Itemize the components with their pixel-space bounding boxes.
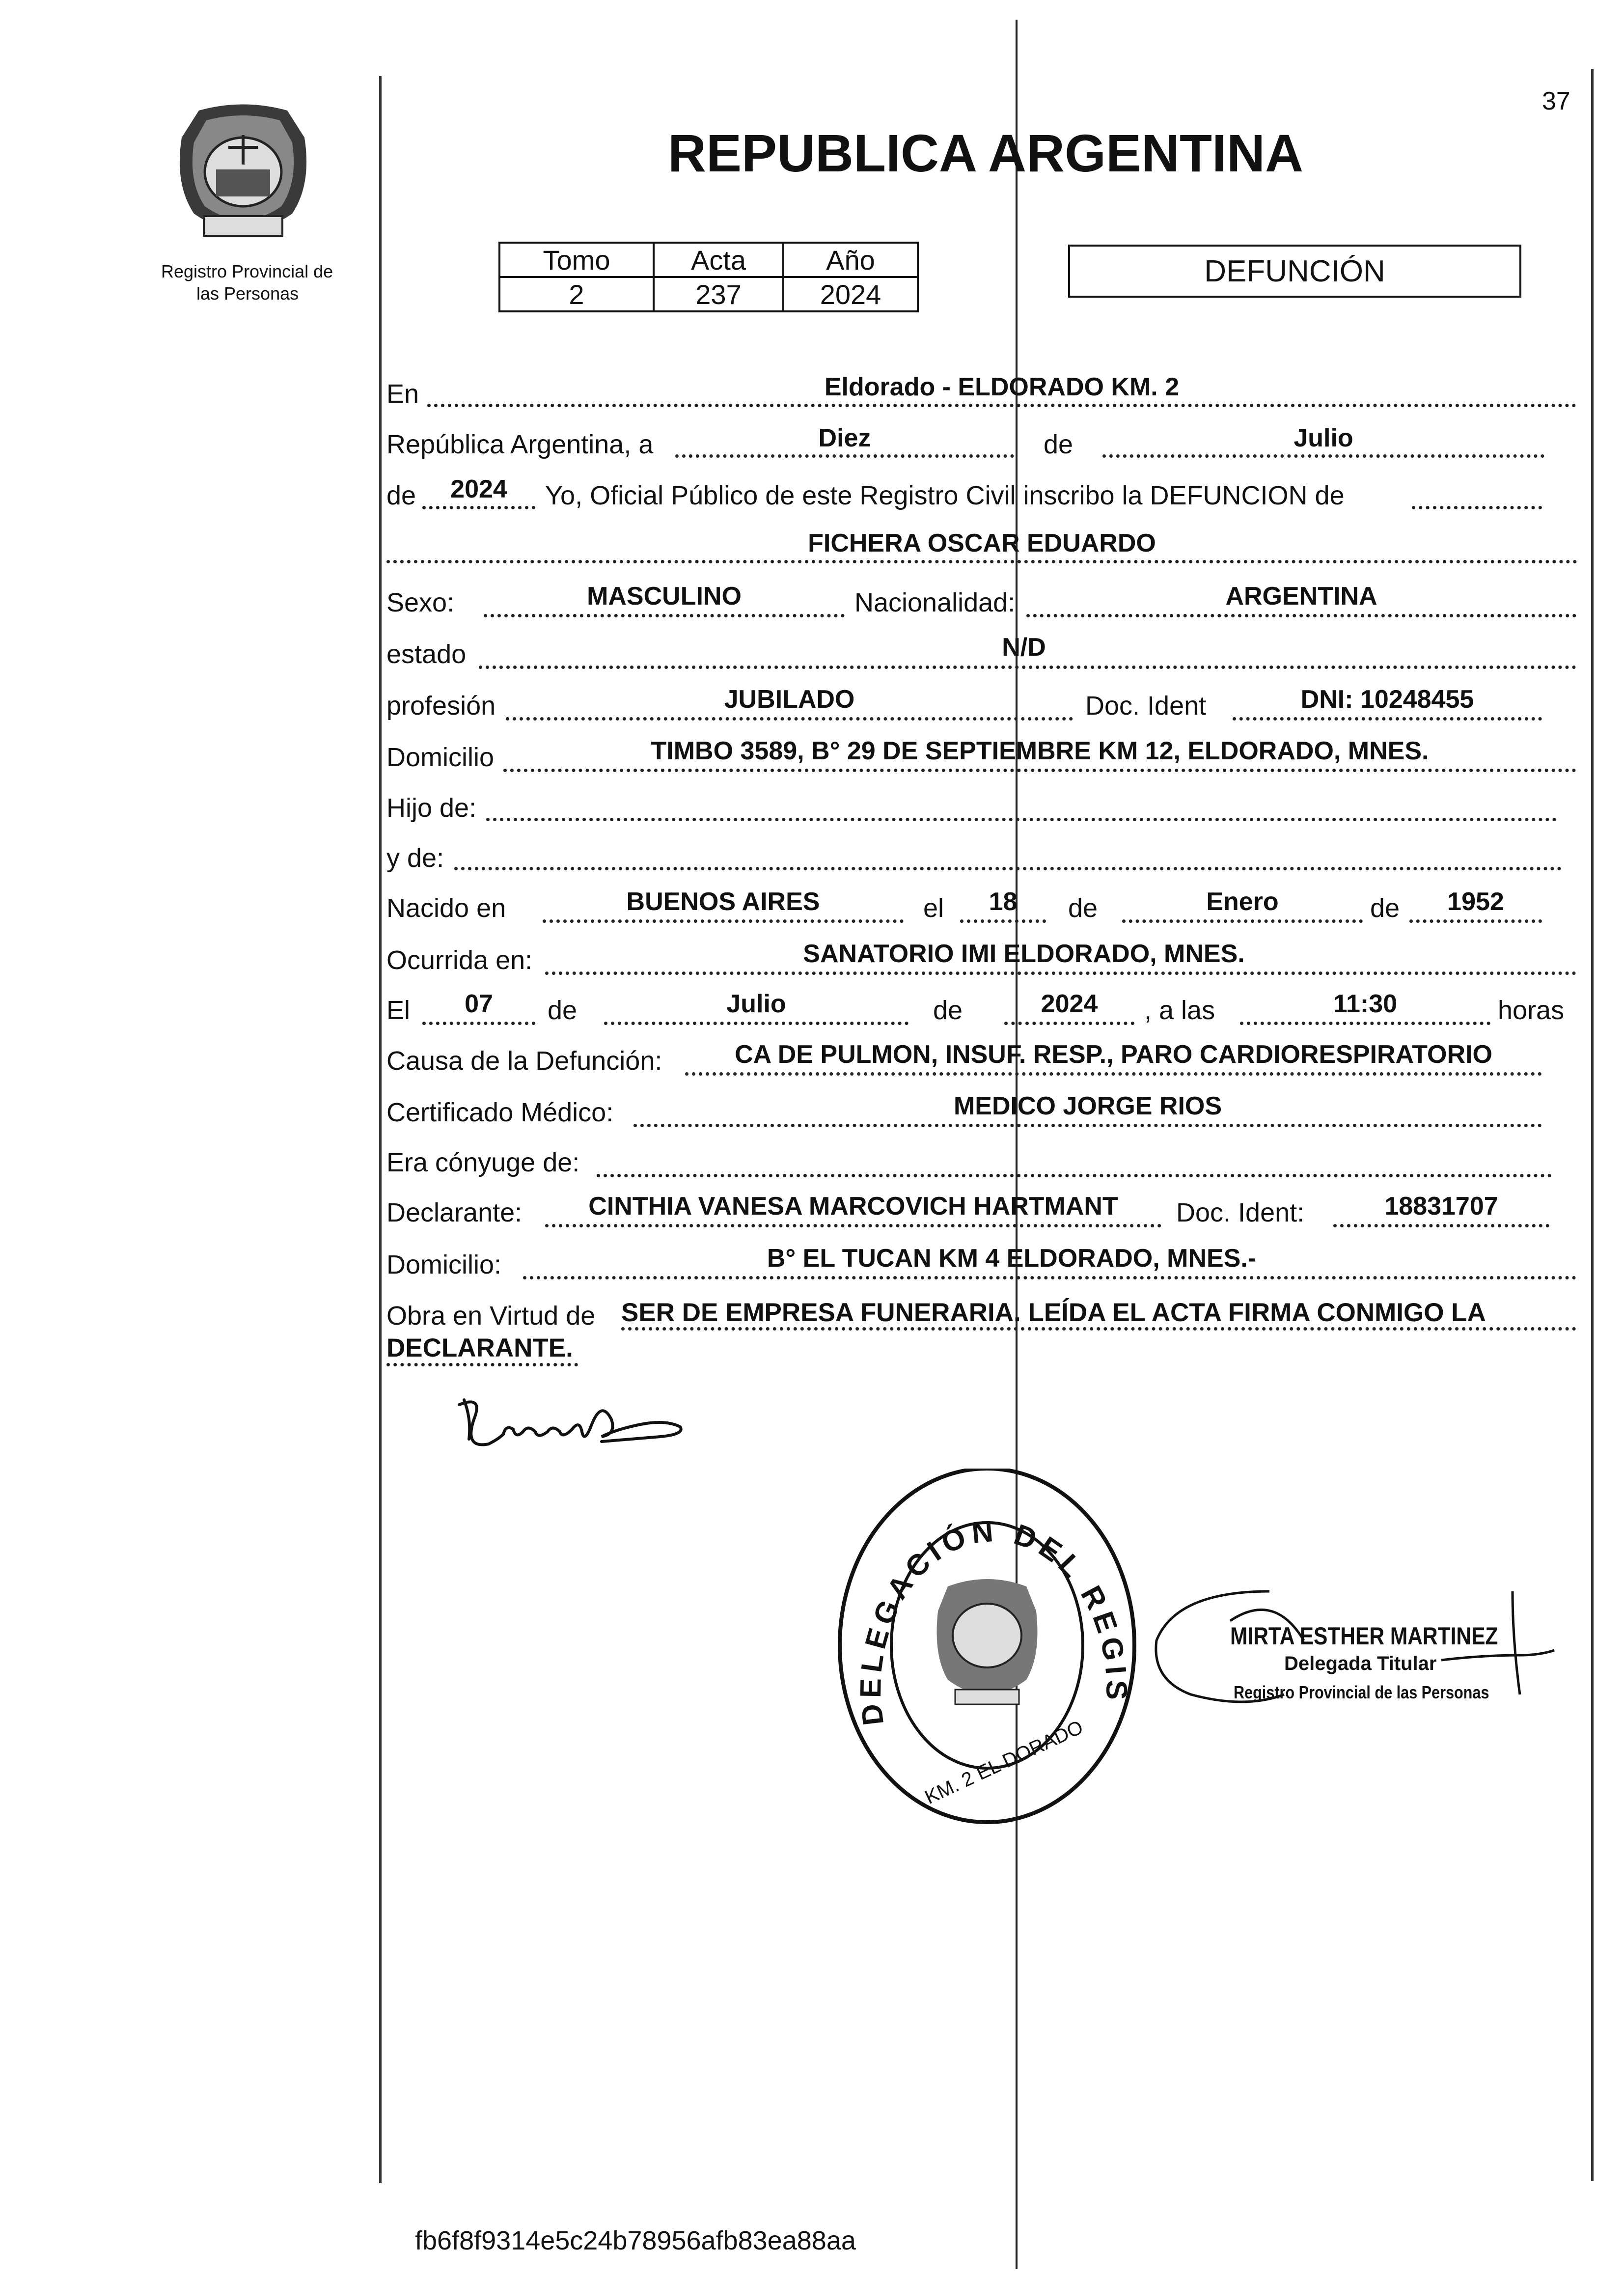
field-estado: N/D (1002, 633, 1046, 662)
field-dia-texto: Diez (818, 424, 871, 452)
dots-nacido-dia (960, 919, 1046, 923)
field-profesion: JUBILADO (724, 685, 855, 714)
field-domicilio: TIMBO 3589, B° 29 DE SEPTIEMBRE KM 12, ELDORADO, MNES. (651, 737, 1429, 765)
label-nacido-el: el (923, 893, 944, 923)
record-type-box (1068, 245, 1521, 298)
label-republica: República Argentina, a (386, 430, 654, 459)
scan-fold-line (1016, 20, 1018, 2269)
record-table (498, 242, 919, 312)
field-hora: 11:30 (1333, 990, 1398, 1018)
field-obra-line2: DECLARANTE. (386, 1333, 573, 1362)
field-declarante-domicilio: B° EL TUCAN KM 4 ELDORADO, MNES.- (767, 1244, 1257, 1273)
label-el: El (386, 996, 411, 1025)
page-title: REPUBLICA ARGENTINA (668, 123, 1303, 183)
dots-fall-dia (422, 1022, 535, 1025)
dots-fall-mes (604, 1022, 908, 1025)
stamp-ring-text: DELEGACIÓN DEL REGIS (854, 1514, 1133, 1727)
anio-header: Año (783, 243, 918, 277)
label-doc-ident-2: Doc. Ident: (1176, 1198, 1305, 1227)
field-obra-line1: SER DE EMPRESA FUNERARIA. LEÍDA EL ACTA FIRMA CONMIGO LA (621, 1298, 1486, 1327)
record-table-header (499, 243, 918, 277)
record-table-values (499, 277, 918, 311)
acta-header: Acta (654, 243, 783, 277)
field-nacido-lugar: BUENOS AIRES (626, 888, 820, 916)
dots-nacido-mes (1122, 919, 1363, 923)
field-doc: DNI: 10248455 (1300, 685, 1474, 714)
dots-nacido-lugar (543, 919, 904, 923)
field-fall-mes: Julio (726, 990, 786, 1018)
registry-stamp (830, 1469, 1144, 1832)
field-fall-anio: 2024 (1041, 990, 1098, 1018)
provincial-seal-icon (169, 101, 317, 243)
label-certificado: Certificado Médico: (386, 1098, 614, 1127)
dots-nombre (386, 560, 1577, 563)
field-nacido-mes: Enero (1206, 888, 1279, 916)
dots-inscribo-end (1412, 506, 1542, 509)
left-margin-line (379, 76, 382, 2183)
dots-nacionalidad (1026, 614, 1576, 617)
acta-value: 237 (654, 277, 783, 311)
label-horas: horas (1498, 996, 1565, 1025)
dots-nacido-anio (1409, 919, 1542, 923)
official-name: MIRTA ESTHER MARTINEZ (1230, 1622, 1498, 1650)
dots-y-de (454, 867, 1562, 870)
dots-doc (1233, 717, 1542, 721)
dots-domicilio (503, 769, 1576, 772)
dots-estado (479, 666, 1576, 669)
label-y-de: y de: (386, 843, 444, 873)
tomo-header: Tomo (499, 243, 654, 277)
field-nacido-anio: 1952 (1447, 888, 1504, 916)
label-de-2: de (386, 481, 416, 510)
label-hijo-de: Hijo de: (386, 793, 477, 823)
tomo-value: 2 (499, 277, 654, 311)
dots-conyuge (597, 1174, 1552, 1177)
label-en: En (386, 379, 419, 409)
label-estado: estado (386, 639, 467, 669)
label-ocurrida: Ocurrida en: (386, 945, 533, 975)
dots-profesion (506, 717, 1073, 721)
label-obra: Obra en Virtud de (386, 1301, 596, 1331)
registry-name-line2: las Personas (196, 283, 299, 304)
dots-causa (685, 1072, 1542, 1076)
label-domicilio: Domicilio (386, 743, 495, 772)
dots-declarante-doc (1333, 1224, 1549, 1227)
dots-mes (1102, 454, 1544, 458)
label-nacido-en: Nacido en (386, 893, 506, 923)
label-conyuge: Era cónyuge de: (386, 1148, 580, 1177)
label-profesion: profesión (386, 691, 496, 721)
label-declarante: Declarante: (386, 1198, 523, 1227)
dots-declarante (545, 1224, 1161, 1227)
record-type: DEFUNCIÓN (1204, 254, 1385, 288)
label-domicilio-2: Domicilio: (386, 1250, 502, 1279)
label-fall-de-2: de (933, 996, 963, 1025)
label-de-1: de (1044, 430, 1073, 459)
field-certificado: MEDICO JORGE RIOS (953, 1092, 1222, 1120)
label-a-las: , a las (1144, 996, 1215, 1025)
field-ocurrida: SANATORIO IMI ELDORADO, MNES. (803, 940, 1245, 968)
field-declarante: CINTHIA VANESA MARCOVICH HARTMANT (588, 1192, 1118, 1221)
dots-obra-1 (621, 1327, 1576, 1331)
official-org: Registro Provincial de las Personas (1234, 1682, 1489, 1702)
field-mes-texto: Julio (1294, 424, 1353, 452)
label-doc-ident: Doc. Ident (1085, 691, 1207, 721)
page-number: 37 (1542, 87, 1570, 115)
field-nacido-dia: 18 (989, 888, 1018, 916)
dots-obra-2 (386, 1363, 578, 1366)
anio-value: 2024 (783, 277, 918, 311)
dots-hora (1240, 1022, 1490, 1025)
field-nacionalidad: ARGENTINA (1225, 582, 1377, 611)
label-nacionalidad: Nacionalidad: (854, 588, 1016, 617)
label-inscribo: Yo, Oficial Público de este Registro Civil inscribo la DEFUNCION de (545, 481, 1345, 510)
field-anio: 2024 (450, 475, 507, 503)
field-lugar: Eldorado - ELDORADO KM. 2 (824, 373, 1180, 401)
document-hash: fb6f8f9314e5c24b78956afb83ea88aa (415, 2226, 856, 2255)
dots-lugar (427, 404, 1576, 407)
registry-name-line1: Registro Provincial de (161, 261, 333, 281)
label-nacido-de-2: de (1370, 893, 1400, 923)
field-sexo: MASCULINO (587, 582, 742, 611)
dots-hijo-de (486, 818, 1557, 821)
dots-declarante-domicilio (523, 1276, 1576, 1279)
right-margin-line (1591, 69, 1594, 2181)
stamp-bottom-text: KM. 2 EL DORADO (921, 1716, 1087, 1809)
label-nacido-de-1: de (1068, 893, 1098, 923)
dots-certificado (633, 1124, 1542, 1127)
dots-sexo (484, 614, 845, 617)
dots-anio (422, 506, 535, 509)
label-fall-de-1: de (548, 996, 578, 1025)
field-nombre: FICHERA OSCAR EDUARDO (808, 529, 1156, 557)
field-fall-dia: 07 (465, 990, 493, 1018)
field-declarante-doc: 18831707 (1384, 1192, 1498, 1221)
official-title: Delegada Titular (1284, 1653, 1437, 1674)
declarant-signature (454, 1390, 690, 1464)
label-causa: Causa de la Defunción: (386, 1046, 662, 1076)
dots-dia (675, 454, 1014, 458)
label-sexo: Sexo: (386, 588, 455, 617)
field-causa: CA DE PULMON, INSUF. RESP., PARO CARDIORESPIRATORIO (735, 1040, 1492, 1069)
dots-ocurrida (545, 972, 1576, 975)
dots-fall-anio (1004, 1022, 1134, 1025)
